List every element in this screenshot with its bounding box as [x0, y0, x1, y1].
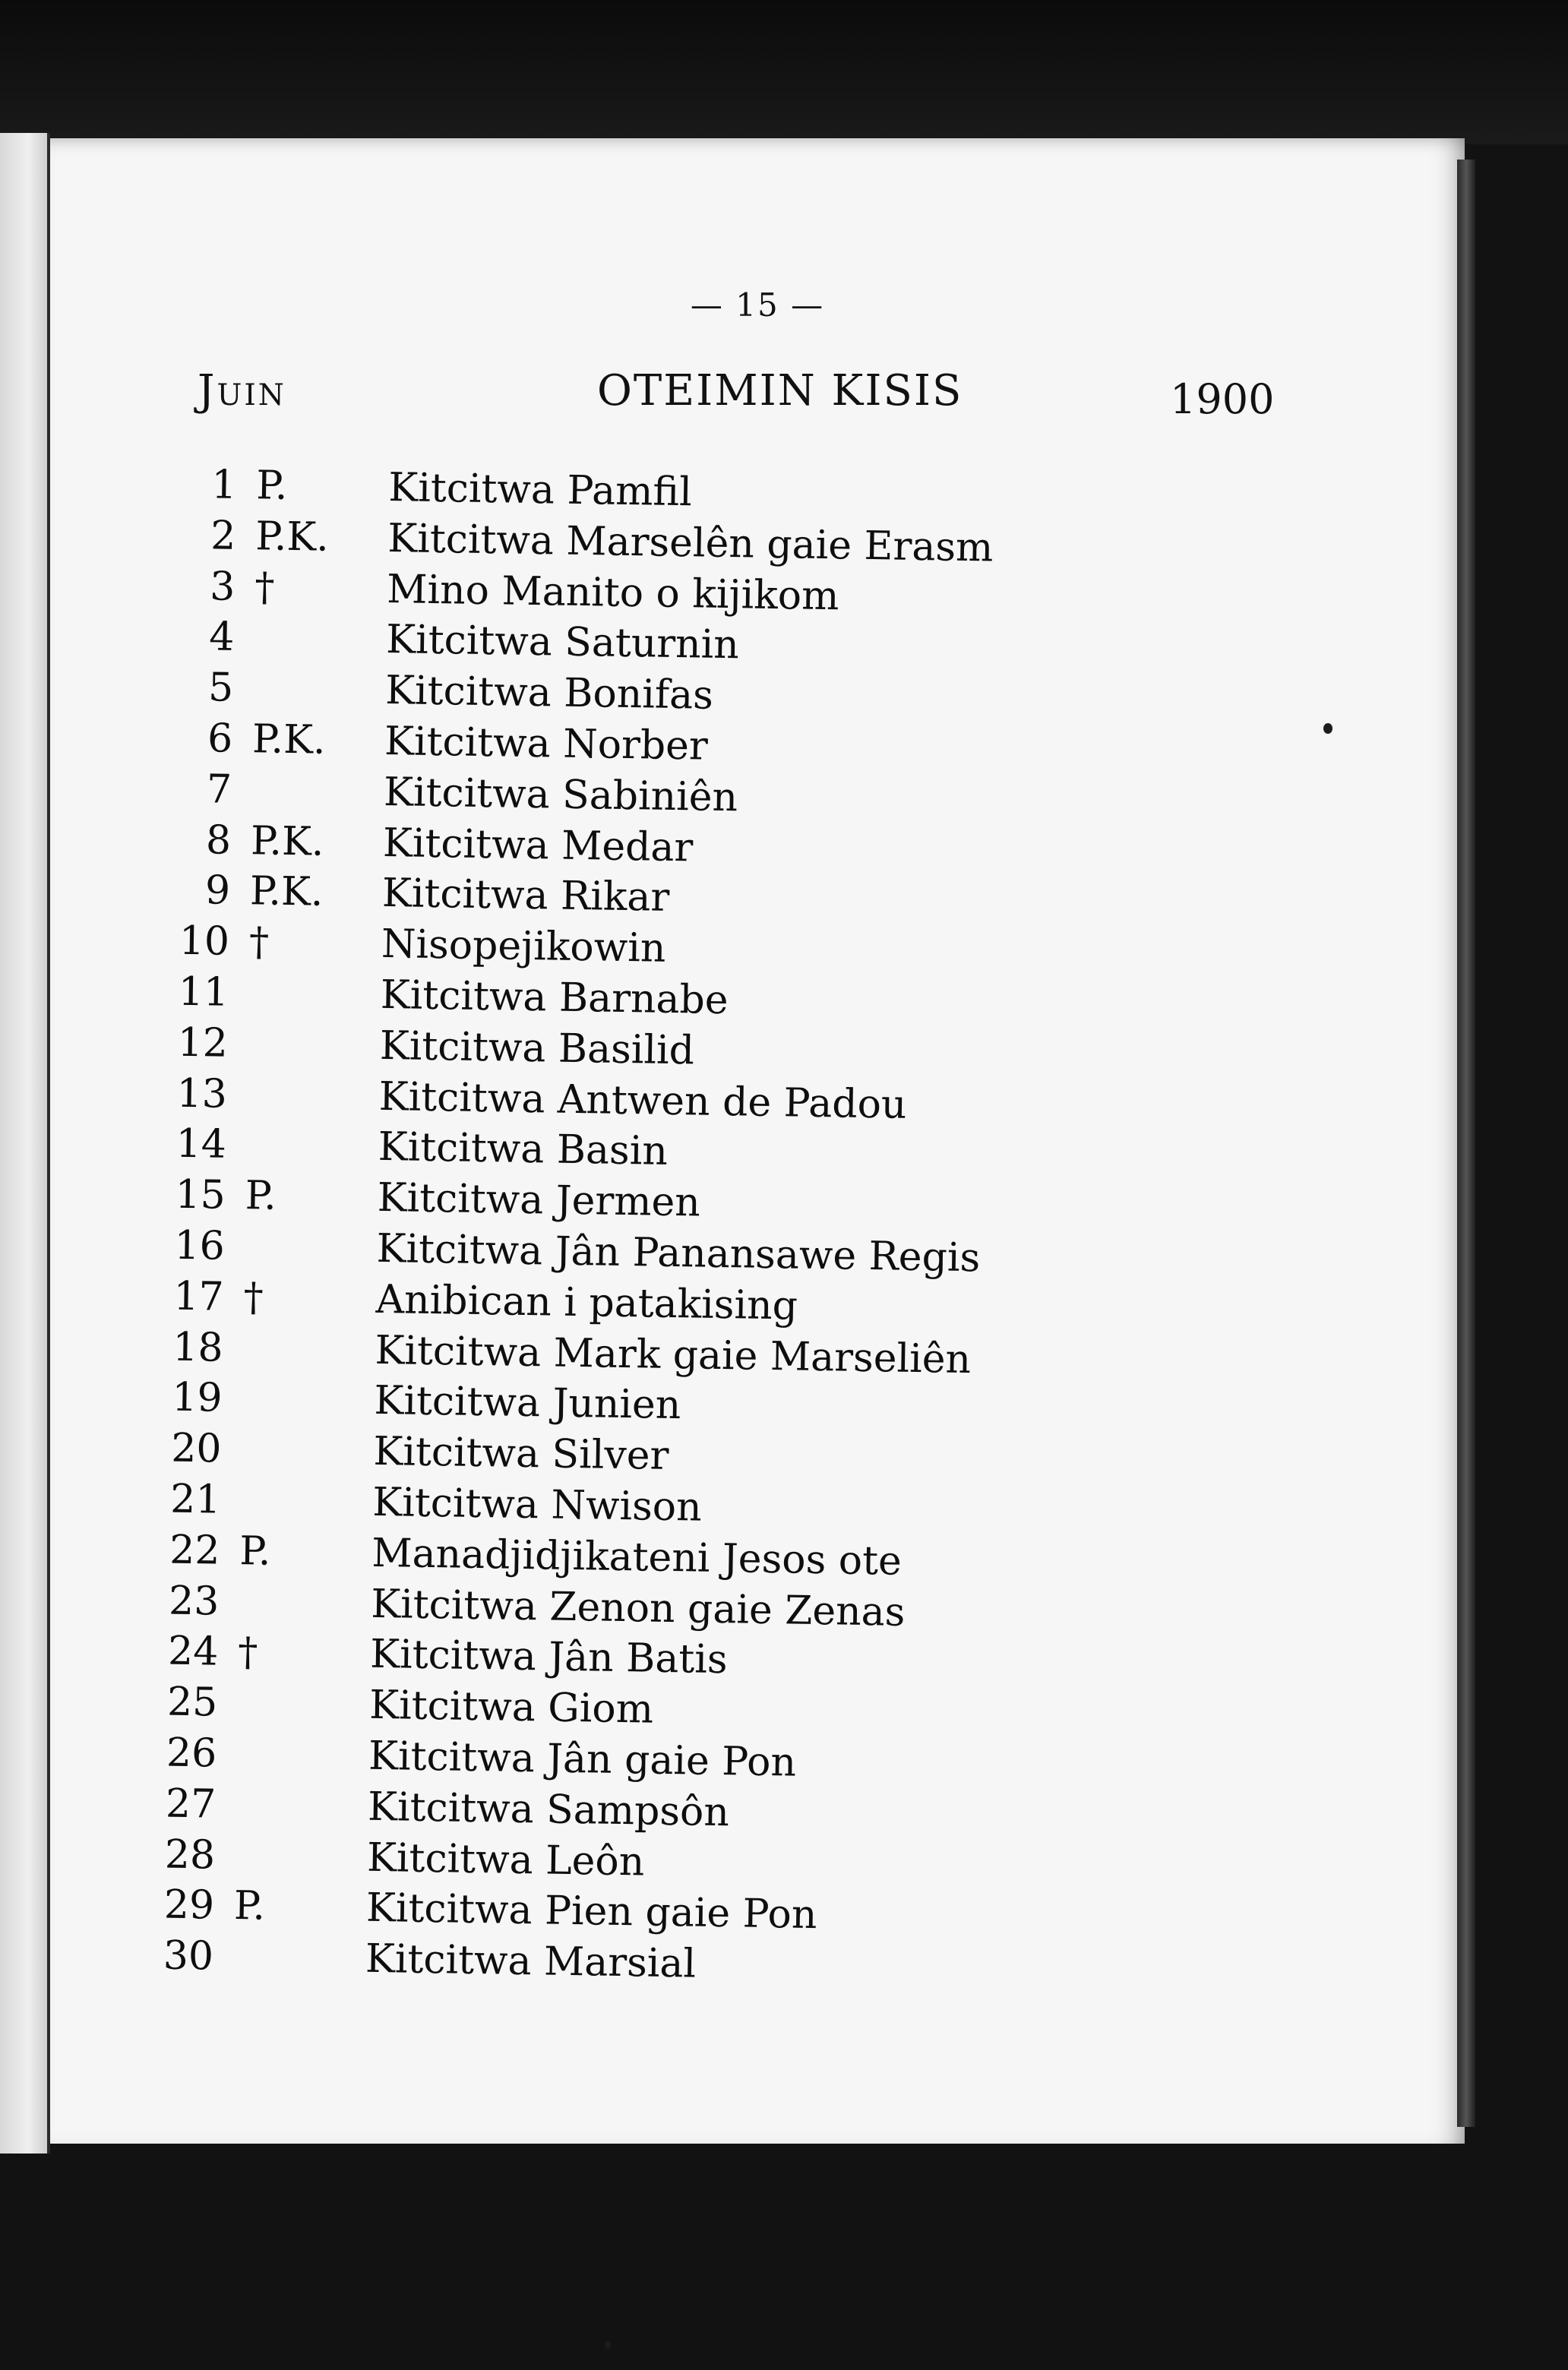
day-number: 6	[207, 716, 233, 762]
saint-name: Kitcitwa Bonifas	[384, 668, 714, 719]
day-number: 22	[169, 1527, 220, 1574]
page-number: — 15 —	[690, 286, 825, 324]
saint-name: Kitcitwa Zenon gaie Zenas	[370, 1581, 906, 1635]
day-number: 4	[208, 614, 235, 661]
day-number: 29	[163, 1882, 215, 1929]
feast-mark: †	[254, 564, 275, 611]
day-number: 28	[164, 1831, 216, 1879]
feast-mark: P.	[245, 1173, 277, 1219]
feast-mark: P.	[239, 1528, 271, 1575]
saint-name: Mino Manito o kijikom	[386, 566, 839, 619]
day-number: 17	[173, 1273, 225, 1320]
running-head	[50, 366, 1465, 427]
day-number: 25	[166, 1679, 218, 1726]
feast-mark: P.	[255, 463, 288, 509]
day-number: 24	[167, 1628, 219, 1675]
saints-calendar-list	[27, 457, 1465, 2002]
feast-mark: †	[243, 1274, 264, 1321]
day-number: 19	[171, 1375, 223, 1422]
saint-name: Kitcitwa Basin	[378, 1124, 669, 1175]
day-number: 12	[177, 1019, 229, 1066]
day-number: 21	[169, 1476, 221, 1523]
film-speck	[605, 2341, 611, 2349]
saint-name: Manadjidjikateni Jesos ote	[371, 1530, 903, 1585]
saint-name: Kitcitwa Marsial	[365, 1936, 697, 1987]
day-number: 1	[210, 462, 237, 508]
day-number: 14	[175, 1121, 227, 1168]
saint-name: Kitcitwa Pien gaie Pon	[365, 1885, 817, 1939]
year-label: 1900	[1170, 375, 1275, 423]
saint-name: Kitcitwa Rikar	[381, 871, 670, 921]
saint-name: Kitcitwa Nwison	[371, 1479, 703, 1531]
month-label: Juin	[198, 366, 286, 416]
day-number: 11	[178, 969, 229, 1016]
saint-name: Kitcitwa Sabiniên	[383, 769, 738, 821]
saint-name: Kitcitwa Jermen	[377, 1175, 701, 1226]
saint-name: Kitcitwa Junien	[374, 1378, 681, 1429]
saint-name: Kitcitwa Antwen de Padou	[378, 1073, 907, 1128]
saint-name: Kitcitwa Silver	[373, 1428, 669, 1480]
saint-name: Kitcitwa Saturnin	[385, 617, 740, 668]
saint-name: Kitcitwa Jân Panansawe Regis	[376, 1225, 981, 1281]
saint-name: Kitcitwa Basilid	[379, 1022, 695, 1074]
day-number: 3	[209, 563, 236, 610]
feast-mark: P.K.	[249, 868, 324, 916]
film-border-top	[0, 0, 1568, 144]
saint-name: Kitcitwa Sampsôn	[367, 1784, 730, 1835]
saint-name: Kitcitwa Norber	[384, 718, 709, 769]
day-number: 30	[163, 1932, 214, 1980]
film-speck	[1323, 723, 1332, 734]
saint-name: Kitcitwa Pamfil	[387, 465, 693, 516]
day-number: 15	[175, 1171, 226, 1218]
feast-mark: †	[248, 919, 270, 965]
day-number: 13	[176, 1070, 228, 1117]
page-title: OTEIMIN KISIS	[597, 366, 963, 416]
saint-name: Kitcitwa Jân Batis	[369, 1632, 729, 1683]
day-number: 23	[168, 1578, 220, 1625]
day-number: 16	[174, 1222, 226, 1269]
day-number: 8	[205, 817, 232, 864]
day-number: 27	[165, 1781, 217, 1828]
day-number: 18	[172, 1324, 224, 1371]
day-number: 26	[166, 1730, 217, 1777]
day-number: 20	[170, 1425, 222, 1472]
day-number: 5	[207, 665, 234, 712]
calendar-page	[50, 138, 1465, 2144]
saint-name: Kitcitwa Medar	[382, 820, 694, 871]
saint-name: Anibican i patakising	[375, 1276, 798, 1329]
feast-mark: P.K.	[251, 716, 327, 763]
feast-mark: P.K.	[254, 514, 330, 561]
saint-name: Kitcitwa Jân gaie Pon	[368, 1733, 797, 1786]
saint-name: Kitcitwa Mark gaie Marseliên	[375, 1327, 972, 1382]
feast-mark: P.	[233, 1883, 266, 1929]
saint-name: Nisopejikowin	[381, 921, 666, 972]
feast-mark: †	[237, 1629, 258, 1676]
feast-mark: P.K.	[250, 817, 324, 865]
day-number: 7	[206, 766, 232, 813]
day-number: 9	[204, 867, 231, 915]
saint-name: Kitcitwa Marselên gaie Erasm	[387, 515, 994, 571]
saint-name: Kitcitwa Leôn	[366, 1834, 645, 1885]
day-number: 10	[179, 918, 230, 965]
page-shadow-edge	[1457, 160, 1475, 2127]
saint-name: Kitcitwa Barnabe	[380, 972, 729, 1024]
day-number: 2	[210, 513, 236, 559]
saint-name: Kitcitwa Giom	[368, 1682, 654, 1733]
